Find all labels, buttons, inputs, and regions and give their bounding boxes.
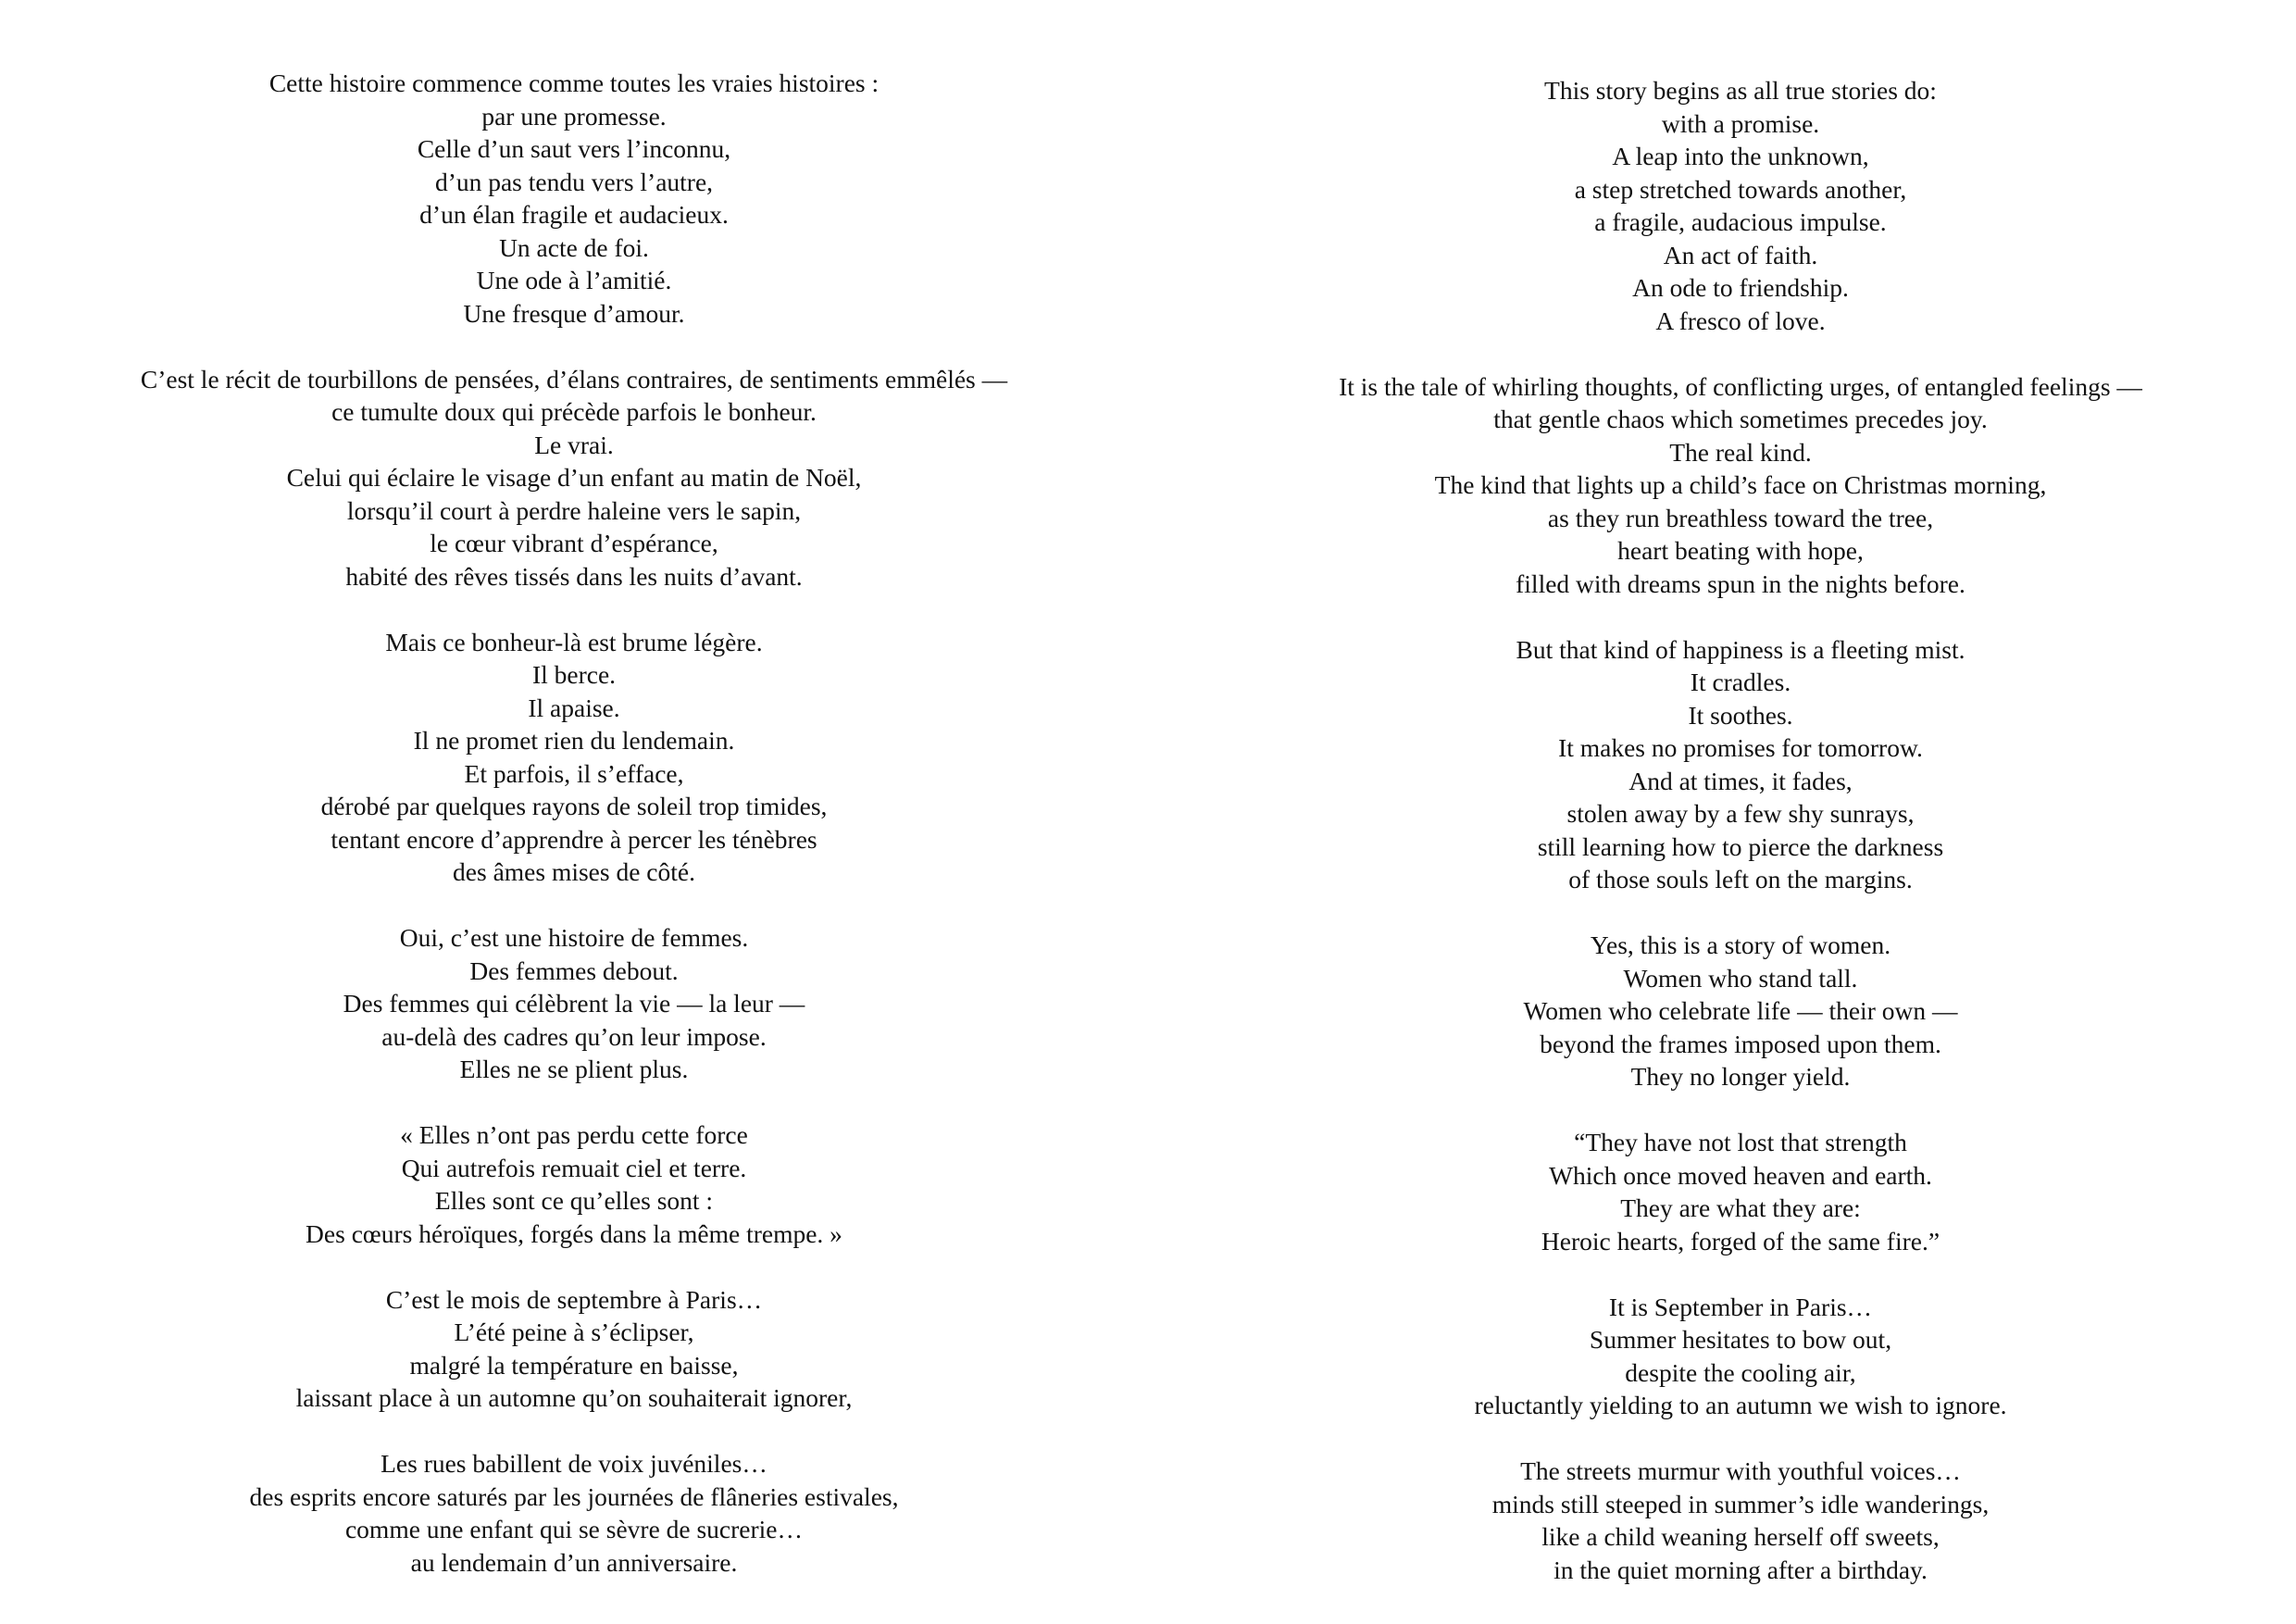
verse-line: Un acte de foi.: [499, 232, 649, 262]
verse-line: Oui, c’est une histoire de femmes.: [399, 923, 749, 952]
verse-line: reluctantly yielding to an autumn we wish to ignore.: [1474, 1391, 2007, 1419]
verse-line: a fragile, audacious impulse.: [1594, 207, 1887, 236]
verse-line: But that kind of happiness is a fleeting mist.: [1516, 634, 1965, 664]
verse-line: Women who celebrate life — their own —: [1523, 996, 1958, 1025]
verse-line: heart beating with hope,: [1617, 536, 1864, 565]
french-text-column: [111, 67, 1037, 1612]
verse-line: A leap into the unknown,: [1612, 142, 1869, 170]
verse-line: of those souls left on the margins.: [1568, 865, 1913, 893]
verse-line: minds still steeped in summer’s idle wanderings,: [1491, 1489, 1990, 1518]
verse-line: Il apaise.: [528, 693, 620, 722]
french-stanza-1: [111, 67, 1037, 330]
verse-line: stolen away by a few shy sunrays,: [1566, 799, 1915, 828]
french-stanza-2: [111, 363, 1037, 593]
verse-line: lorsqu’il court à perdre haleine vers le sapin,: [346, 495, 802, 525]
french-stanza-6: [111, 1283, 1037, 1415]
verse-line: Cette histoire commence comme toutes les vraies histoires :: [268, 69, 880, 97]
verse-line: L’été peine à s’éclipser,: [454, 1318, 694, 1346]
english-stanza-1: [1278, 74, 2203, 337]
verse-line: d’un pas tendu vers l’autre,: [434, 167, 714, 196]
verse-line: au-delà des cadres qu’on leur impose.: [381, 1021, 767, 1051]
verse-line: Mais ce bonheur-là est brume légère.: [385, 627, 763, 656]
verse-line: Elles ne se plient plus.: [459, 1055, 689, 1083]
verse-line: It is September in Paris…: [1608, 1292, 1873, 1321]
verse-line: a step stretched towards another,: [1574, 174, 1907, 204]
verse-line: as they run breathless toward the tree,: [1547, 503, 1934, 532]
verse-line: filled with dreams spun in the nights before.: [1516, 568, 1965, 598]
verse-line: It cradles.: [1690, 668, 1791, 696]
verse-line: A fresco of love.: [1655, 306, 1826, 335]
verse-line: with a promise.: [1661, 108, 1820, 138]
verse-line: d’un élan fragile et audacieux.: [419, 200, 729, 229]
french-stanza-3: [111, 626, 1037, 889]
english-text-column: [1278, 74, 2203, 1619]
verse-line: Une ode à l’amitié.: [476, 266, 672, 294]
verse-line: habité des rêves tissés dans les nuits d’avant.: [345, 561, 803, 591]
verse-line: Il berce.: [531, 660, 617, 689]
verse-line: ce tumulte doux qui précède parfois le bonheur.: [331, 397, 817, 426]
verse-line: The streets murmur with youthful voices…: [1520, 1456, 1961, 1485]
french-stanza-5: [111, 1118, 1037, 1250]
english-stanza-6: [1278, 1291, 2203, 1422]
english-stanza-5: [1278, 1126, 2203, 1257]
verse-line: despite the cooling air,: [1625, 1357, 1856, 1387]
verse-line: Des cœurs héroïques, forgés dans la même trempe. »: [306, 1218, 842, 1248]
verse-line: in the quiet morning after a birthday.: [1554, 1555, 1928, 1584]
verse-line: Des femmes qui célèbrent la vie — la leur —: [343, 989, 805, 1018]
verse-line: Elles sont ce qu’elles sont :: [434, 1186, 714, 1215]
verse-line: It soothes.: [1688, 700, 1793, 730]
verse-line: dérobé par quelques rayons de soleil trop timides,: [320, 792, 828, 820]
verse-line: They no longer yield.: [1630, 1062, 1851, 1091]
verse-line: Des femmes debout.: [469, 956, 679, 985]
english-stanza-7: [1278, 1455, 2203, 1586]
english-stanza-2: [1278, 370, 2203, 601]
verse-line: Heroic hearts, forged of the same fire.”: [1541, 1226, 1940, 1255]
verse-line: The real kind.: [1669, 437, 1812, 467]
verse-line: Les rues babillent de voix juvéniles…: [381, 1449, 767, 1478]
verse-line: Yes, this is a story of women.: [1590, 931, 1891, 959]
french-stanza-7: [111, 1447, 1037, 1579]
verse-line: laissant place à un automne qu’on souhaiterait ignorer,: [295, 1383, 853, 1412]
verse-line: au lendemain d’un anniversaire.: [410, 1547, 738, 1577]
verse-line: like a child weaning herself off sweets,: [1541, 1522, 1940, 1551]
verse-line: le cœur vibrant d’espérance,: [430, 529, 718, 557]
verse-line: Summer hesitates to bow out,: [1589, 1325, 1892, 1354]
verse-line: It makes no promises for tomorrow.: [1558, 733, 1923, 762]
verse-line: C’est le récit de tourbillons de pensées, d’élans contraires, de sentiments emmêlés —: [140, 364, 1008, 394]
verse-line: It is the tale of whirling thoughts, of conflicting urges, of entangled feelings —: [1339, 371, 2142, 401]
verse-line: This story begins as all true stories do:: [1544, 76, 1937, 105]
verse-line: Il ne promet rien du lendemain.: [413, 726, 735, 755]
verse-line: An act of faith.: [1663, 240, 1818, 269]
verse-line: They are what they are:: [1620, 1193, 1861, 1222]
verse-line: “They have not lost that strength: [1574, 1128, 1907, 1156]
verse-line: Le vrai.: [534, 430, 614, 459]
verse-line: tentant encore d’apprendre à percer les ténèbres: [331, 824, 817, 854]
verse-line: that gentle chaos which sometimes precedes joy.: [1493, 405, 1988, 433]
french-stanza-4: [111, 921, 1037, 1086]
verse-line: Which once moved heaven and earth.: [1549, 1160, 1932, 1190]
verse-line: par une promesse.: [481, 101, 667, 131]
verse-line: beyond the frames imposed upon them.: [1540, 1029, 1941, 1058]
verse-line: Qui autrefois remuait ciel et terre.: [401, 1153, 747, 1182]
english-stanza-3: [1278, 633, 2203, 896]
verse-line: C’est le mois de septembre à Paris…: [385, 1284, 763, 1314]
verse-line: Women who stand tall.: [1623, 963, 1858, 993]
verse-line: Celui qui éclaire le visage d’un enfant au matin de Noël,: [286, 463, 862, 492]
verse-line: Une fresque d’amour.: [463, 298, 685, 328]
verse-line: comme une enfant qui se sèvre de sucrerie…: [344, 1515, 804, 1543]
verse-line: Celle d’un saut vers l’inconnu,: [417, 134, 731, 163]
verse-line: An ode to friendship.: [1632, 273, 1849, 302]
verse-line: des âmes mises de côté.: [453, 857, 695, 886]
verse-line: still learning how to pierce the darkness: [1537, 831, 1944, 861]
verse-line: malgré la température en baisse,: [409, 1350, 739, 1380]
english-stanza-4: [1278, 929, 2203, 1093]
verse-line: Et parfois, il s’efface,: [464, 758, 684, 788]
verse-line: des esprits encore saturés par les journées de flâneries estivales,: [249, 1481, 899, 1511]
verse-line: The kind that lights up a child’s face on Christmas morning,: [1434, 470, 2047, 499]
verse-line: And at times, it fades,: [1628, 766, 1853, 795]
verse-line: « Elles n’ont pas perdu cette force: [400, 1120, 748, 1149]
